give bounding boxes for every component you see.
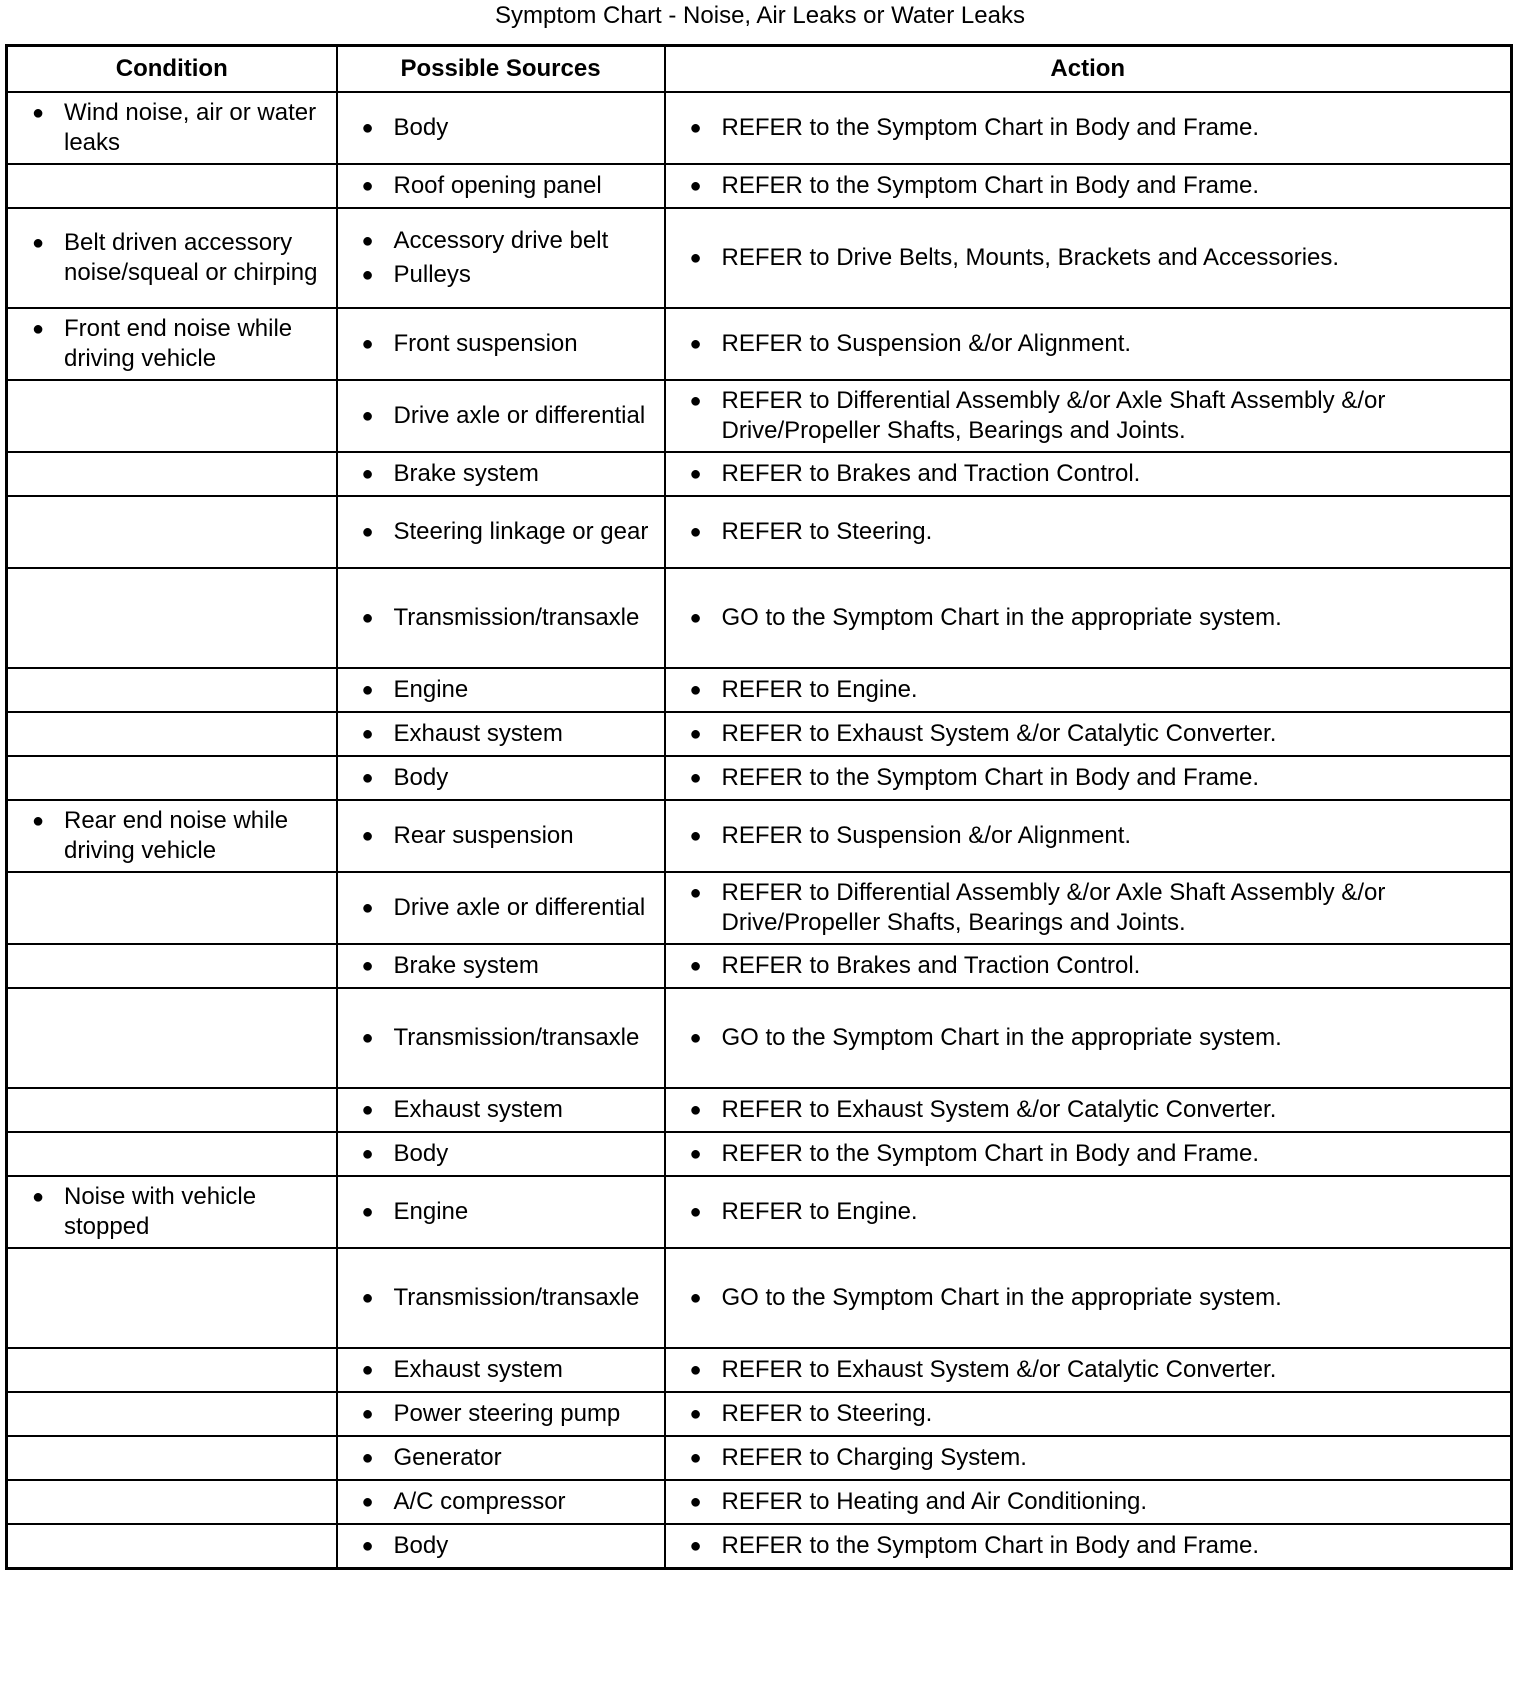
condition-cell bbox=[7, 1480, 337, 1524]
bullet-icon: ● bbox=[689, 1143, 702, 1165]
bullet-icon: ● bbox=[361, 607, 374, 629]
action-cell bbox=[665, 1248, 1512, 1348]
source-item bbox=[338, 260, 664, 290]
table-body bbox=[7, 92, 1512, 1568]
bullet-icon: ● bbox=[361, 333, 374, 355]
sources-cell bbox=[337, 308, 665, 380]
sources-cell bbox=[337, 568, 665, 668]
action-item bbox=[666, 719, 1511, 749]
condition-item-text: Front end noise while driving vehicle bbox=[64, 315, 293, 372]
table-row bbox=[7, 308, 1512, 380]
table-row bbox=[7, 1436, 1512, 1480]
source-item bbox=[338, 1443, 664, 1473]
sources-cell bbox=[337, 756, 665, 800]
source-item bbox=[338, 171, 664, 201]
sources-cell bbox=[337, 1088, 665, 1132]
action-item bbox=[666, 329, 1511, 359]
action-item-text: REFER to Differential Assembly &/or Axle Shaft Assembly &/or Drive/Propeller Shafts, Bearings and Joints. bbox=[721, 879, 1386, 936]
action-item-text: REFER to Drive Belts, Mounts, Brackets and Accessories. bbox=[721, 244, 1340, 271]
condition-cell bbox=[7, 944, 337, 988]
bullet-icon: ● bbox=[32, 102, 45, 124]
bullet-icon: ● bbox=[689, 1359, 702, 1381]
source-item bbox=[338, 517, 664, 547]
condition-cell bbox=[7, 988, 337, 1088]
sources-cell bbox=[337, 712, 665, 756]
table-row bbox=[7, 1524, 1512, 1568]
action-item-text: REFER to Heating and Air Conditioning. bbox=[721, 1488, 1148, 1515]
source-item-text: Exhaust system bbox=[393, 1096, 563, 1123]
condition-cell bbox=[7, 1436, 337, 1480]
source-item bbox=[338, 763, 664, 793]
source-item-text: Body bbox=[393, 764, 449, 791]
condition-item bbox=[8, 98, 336, 158]
bullet-icon: ● bbox=[689, 1403, 702, 1425]
sources-cell bbox=[337, 800, 665, 872]
bullet-icon: ● bbox=[361, 521, 374, 543]
table-row bbox=[7, 668, 1512, 712]
source-item-text: Pulleys bbox=[393, 261, 471, 288]
bullet-icon: ● bbox=[361, 463, 374, 485]
bullet-icon: ● bbox=[361, 1359, 374, 1381]
bullet-icon: ● bbox=[689, 882, 702, 904]
table-row bbox=[7, 208, 1512, 308]
condition-cell bbox=[7, 1524, 337, 1568]
condition-cell bbox=[7, 164, 337, 208]
action-item bbox=[666, 878, 1511, 938]
symptom-chart-table bbox=[5, 44, 1513, 1570]
bullet-icon: ● bbox=[689, 390, 702, 412]
bullet-icon: ● bbox=[361, 117, 374, 139]
action-item-text: REFER to the Symptom Chart in Body and Frame. bbox=[721, 1140, 1260, 1167]
condition-item-text: Wind noise, air or water leaks bbox=[64, 99, 317, 156]
bullet-icon: ● bbox=[361, 230, 374, 252]
bullet-icon: ● bbox=[361, 1287, 374, 1309]
action-item-text: REFER to Suspension &/or Alignment. bbox=[721, 822, 1132, 849]
action-item-text: GO to the Symptom Chart in the appropriate system. bbox=[721, 604, 1282, 631]
header-action: Action bbox=[665, 46, 1512, 93]
action-cell bbox=[665, 800, 1512, 872]
condition-item bbox=[8, 228, 336, 288]
source-item bbox=[338, 329, 664, 359]
condition-cell bbox=[7, 800, 337, 872]
bullet-icon: ● bbox=[361, 1403, 374, 1425]
sources-cell bbox=[337, 944, 665, 988]
sources-cell bbox=[337, 208, 665, 308]
bullet-icon: ● bbox=[689, 521, 702, 543]
bullet-icon: ● bbox=[361, 1447, 374, 1469]
action-cell bbox=[665, 1348, 1512, 1392]
action-cell bbox=[665, 712, 1512, 756]
source-item bbox=[338, 1283, 664, 1313]
action-item-text: REFER to Brakes and Traction Control. bbox=[721, 460, 1141, 487]
source-item-text: Drive axle or differential bbox=[393, 894, 646, 921]
source-item bbox=[338, 1095, 664, 1125]
action-item-text: REFER to Suspension &/or Alignment. bbox=[721, 330, 1132, 357]
source-item-text: Body bbox=[393, 114, 449, 141]
bullet-icon: ● bbox=[361, 825, 374, 847]
sources-cell bbox=[337, 668, 665, 712]
source-item-text: Generator bbox=[393, 1444, 502, 1471]
condition-cell bbox=[7, 1132, 337, 1176]
bullet-icon: ● bbox=[689, 825, 702, 847]
condition-cell bbox=[7, 568, 337, 668]
action-cell bbox=[665, 380, 1512, 452]
action-item bbox=[666, 821, 1511, 851]
source-item-text: Transmission/transaxle bbox=[393, 1284, 640, 1311]
bullet-icon: ● bbox=[361, 1201, 374, 1223]
source-item bbox=[338, 459, 664, 489]
condition-cell bbox=[7, 208, 337, 308]
bullet-icon: ● bbox=[689, 1287, 702, 1309]
action-item bbox=[666, 675, 1511, 705]
action-cell bbox=[665, 92, 1512, 164]
source-item bbox=[338, 1023, 664, 1053]
action-item-text: REFER to Differential Assembly &/or Axle Shaft Assembly &/or Drive/Propeller Shafts, Bearings and Joints. bbox=[721, 387, 1386, 444]
condition-item-text: Noise with vehicle stopped bbox=[64, 1183, 257, 1240]
action-item bbox=[666, 1197, 1511, 1227]
sources-cell bbox=[337, 1480, 665, 1524]
condition-cell bbox=[7, 872, 337, 944]
source-item-text: Exhaust system bbox=[393, 720, 563, 747]
action-cell bbox=[665, 872, 1512, 944]
action-item bbox=[666, 459, 1511, 489]
bullet-icon: ● bbox=[689, 1201, 702, 1223]
action-cell bbox=[665, 1436, 1512, 1480]
bullet-icon: ● bbox=[689, 175, 702, 197]
table-row bbox=[7, 988, 1512, 1088]
bullet-icon: ● bbox=[689, 1447, 702, 1469]
condition-cell bbox=[7, 92, 337, 164]
chart-title: Symptom Chart - Noise, Air Leaks or Water Leaks bbox=[495, 2, 1025, 29]
bullet-icon: ● bbox=[689, 463, 702, 485]
condition-item bbox=[8, 314, 336, 374]
sources-cell bbox=[337, 496, 665, 568]
action-item-text: GO to the Symptom Chart in the appropriate system. bbox=[721, 1284, 1282, 1311]
action-item bbox=[666, 1139, 1511, 1169]
sources-cell bbox=[337, 1248, 665, 1348]
action-item bbox=[666, 517, 1511, 547]
source-item bbox=[338, 1355, 664, 1385]
bullet-icon: ● bbox=[689, 723, 702, 745]
table-row bbox=[7, 92, 1512, 164]
condition-cell bbox=[7, 668, 337, 712]
source-item-text: Exhaust system bbox=[393, 1356, 563, 1383]
source-item-text: Brake system bbox=[393, 952, 539, 979]
bullet-icon: ● bbox=[361, 723, 374, 745]
source-item bbox=[338, 1197, 664, 1227]
bullet-icon: ● bbox=[361, 897, 374, 919]
table-row bbox=[7, 756, 1512, 800]
action-item-text: REFER to Exhaust System &/or Catalytic Converter. bbox=[721, 1096, 1277, 1123]
bullet-icon: ● bbox=[689, 1491, 702, 1513]
condition-cell bbox=[7, 712, 337, 756]
source-item bbox=[338, 401, 664, 431]
action-item-text: REFER to the Symptom Chart in Body and Frame. bbox=[721, 114, 1260, 141]
table-row bbox=[7, 872, 1512, 944]
table-row bbox=[7, 712, 1512, 756]
action-item bbox=[666, 1023, 1511, 1053]
condition-item-text: Rear end noise while driving vehicle bbox=[64, 807, 289, 864]
action-item bbox=[666, 1443, 1511, 1473]
source-item bbox=[338, 226, 664, 256]
sources-cell bbox=[337, 1392, 665, 1436]
sources-cell bbox=[337, 92, 665, 164]
action-cell bbox=[665, 452, 1512, 496]
action-cell bbox=[665, 164, 1512, 208]
action-cell bbox=[665, 944, 1512, 988]
bullet-icon: ● bbox=[361, 955, 374, 977]
action-cell bbox=[665, 668, 1512, 712]
action-cell bbox=[665, 496, 1512, 568]
sources-cell bbox=[337, 988, 665, 1088]
sources-cell bbox=[337, 1176, 665, 1248]
bullet-icon: ● bbox=[361, 1143, 374, 1165]
source-item-text: Front suspension bbox=[393, 330, 578, 357]
action-item-text: REFER to Engine. bbox=[721, 1198, 918, 1225]
condition-item bbox=[8, 806, 336, 866]
bullet-icon: ● bbox=[32, 318, 45, 340]
table-row bbox=[7, 452, 1512, 496]
bullet-icon: ● bbox=[361, 1534, 374, 1557]
action-item-text: REFER to Exhaust System &/or Catalytic Converter. bbox=[721, 720, 1277, 747]
action-item bbox=[666, 1487, 1511, 1517]
action-cell bbox=[665, 1480, 1512, 1524]
action-cell bbox=[665, 1088, 1512, 1132]
source-item-text: Roof opening panel bbox=[393, 172, 602, 199]
bullet-icon: ● bbox=[689, 117, 702, 139]
table-row bbox=[7, 944, 1512, 988]
action-cell bbox=[665, 1392, 1512, 1436]
source-item bbox=[338, 893, 664, 923]
action-item bbox=[666, 386, 1511, 446]
condition-cell bbox=[7, 452, 337, 496]
source-item-text: Body bbox=[393, 1531, 449, 1559]
table-row bbox=[7, 1392, 1512, 1436]
action-item bbox=[666, 243, 1511, 273]
table-row bbox=[7, 380, 1512, 452]
header-row bbox=[7, 46, 1512, 93]
source-item-text: Power steering pump bbox=[393, 1400, 621, 1427]
source-item-text: Engine bbox=[393, 676, 469, 703]
bullet-icon: ● bbox=[361, 679, 374, 701]
action-item bbox=[666, 171, 1511, 201]
condition-item bbox=[8, 1182, 336, 1242]
table-row bbox=[7, 1480, 1512, 1524]
sources-cell bbox=[337, 1524, 665, 1568]
action-item bbox=[666, 1095, 1511, 1125]
bullet-icon: ● bbox=[689, 1099, 702, 1121]
action-item-text: REFER to Steering. bbox=[721, 518, 933, 545]
bullet-icon: ● bbox=[361, 1027, 374, 1049]
action-cell bbox=[665, 568, 1512, 668]
bullet-icon: ● bbox=[689, 679, 702, 701]
sources-cell bbox=[337, 1436, 665, 1480]
bullet-icon: ● bbox=[361, 1491, 374, 1513]
table-row bbox=[7, 1248, 1512, 1348]
bullet-icon: ● bbox=[689, 1027, 702, 1049]
bullet-icon: ● bbox=[32, 1186, 45, 1208]
sources-cell bbox=[337, 380, 665, 452]
bullet-icon: ● bbox=[689, 333, 702, 355]
table-row bbox=[7, 1176, 1512, 1248]
table-row bbox=[7, 568, 1512, 668]
source-item bbox=[338, 675, 664, 705]
source-item bbox=[338, 719, 664, 749]
action-cell bbox=[665, 988, 1512, 1088]
source-item bbox=[338, 951, 664, 981]
source-item-text: Steering linkage or gear bbox=[393, 518, 649, 545]
condition-cell bbox=[7, 1348, 337, 1392]
source-item bbox=[338, 603, 664, 633]
header-condition: Condition bbox=[7, 46, 337, 93]
bullet-icon: ● bbox=[689, 1534, 702, 1557]
source-item-text: Rear suspension bbox=[393, 822, 574, 849]
condition-cell bbox=[7, 1392, 337, 1436]
table-row bbox=[7, 1132, 1512, 1176]
action-cell bbox=[665, 756, 1512, 800]
bullet-icon: ● bbox=[361, 175, 374, 197]
sources-cell bbox=[337, 1348, 665, 1392]
action-item bbox=[666, 603, 1511, 633]
condition-cell bbox=[7, 308, 337, 380]
table-row bbox=[7, 1088, 1512, 1132]
bullet-icon: ● bbox=[689, 607, 702, 629]
action-item-text: GO to the Symptom Chart in the appropriate system. bbox=[721, 1024, 1282, 1051]
condition-cell bbox=[7, 380, 337, 452]
bullet-icon: ● bbox=[32, 810, 45, 832]
source-item-text: Transmission/transaxle bbox=[393, 1024, 640, 1051]
action-cell bbox=[665, 1176, 1512, 1248]
bullet-icon: ● bbox=[361, 1099, 374, 1121]
table-row bbox=[7, 164, 1512, 208]
action-cell bbox=[665, 308, 1512, 380]
source-item-text: A/C compressor bbox=[393, 1488, 566, 1515]
action-item-text: REFER to Exhaust System &/or Catalytic Converter. bbox=[721, 1356, 1277, 1383]
source-item-text: Drive axle or differential bbox=[393, 402, 646, 429]
action-item bbox=[666, 113, 1511, 143]
action-cell bbox=[665, 1524, 1512, 1568]
source-item bbox=[338, 1531, 664, 1561]
action-item-text: REFER to Engine. bbox=[721, 676, 918, 703]
source-item bbox=[338, 1139, 664, 1169]
action-cell bbox=[665, 208, 1512, 308]
action-item bbox=[666, 1355, 1511, 1385]
source-item bbox=[338, 1487, 664, 1517]
condition-cell bbox=[7, 496, 337, 568]
sources-cell bbox=[337, 164, 665, 208]
header-possible-sources: Possible Sources bbox=[337, 46, 665, 93]
action-cell bbox=[665, 1132, 1512, 1176]
condition-cell bbox=[7, 1088, 337, 1132]
bullet-icon: ● bbox=[689, 955, 702, 977]
source-item-text: Accessory drive belt bbox=[393, 227, 609, 254]
bullet-icon: ● bbox=[361, 767, 374, 789]
action-item bbox=[666, 1531, 1511, 1561]
sources-cell bbox=[337, 1132, 665, 1176]
action-item-text: REFER to Brakes and Traction Control. bbox=[721, 952, 1141, 979]
bullet-icon: ● bbox=[689, 247, 702, 269]
source-item-text: Body bbox=[393, 1140, 449, 1167]
sources-cell bbox=[337, 872, 665, 944]
bullet-icon: ● bbox=[361, 405, 374, 427]
table-row bbox=[7, 800, 1512, 872]
condition-cell bbox=[7, 1176, 337, 1248]
action-item bbox=[666, 951, 1511, 981]
bullet-icon: ● bbox=[32, 232, 45, 254]
action-item-text: REFER to the Symptom Chart in Body and Frame. bbox=[721, 764, 1260, 791]
action-item-text: REFER to Charging System. bbox=[721, 1444, 1027, 1471]
source-item bbox=[338, 113, 664, 143]
sources-cell bbox=[337, 452, 665, 496]
action-item-text: REFER to Steering. bbox=[721, 1400, 933, 1427]
table-row bbox=[7, 496, 1512, 568]
action-item bbox=[666, 1399, 1511, 1429]
action-item-text: REFER to the Symptom Chart in Body and Frame. bbox=[721, 172, 1260, 199]
bullet-icon: ● bbox=[689, 767, 702, 789]
bullet-icon: ● bbox=[361, 264, 374, 286]
source-item bbox=[338, 1399, 664, 1429]
action-item bbox=[666, 1283, 1511, 1313]
table-row bbox=[7, 1348, 1512, 1392]
action-item bbox=[666, 763, 1511, 793]
source-item-text: Transmission/transaxle bbox=[393, 604, 640, 631]
source-item-text: Engine bbox=[393, 1198, 469, 1225]
action-item-text: REFER to the Symptom Chart in Body and Frame. bbox=[721, 1531, 1260, 1559]
condition-item-text: Belt driven accessory noise/squeal or chirping bbox=[64, 229, 318, 286]
source-item bbox=[338, 821, 664, 851]
condition-cell bbox=[7, 1248, 337, 1348]
condition-cell bbox=[7, 756, 337, 800]
source-item-text: Brake system bbox=[393, 460, 539, 487]
